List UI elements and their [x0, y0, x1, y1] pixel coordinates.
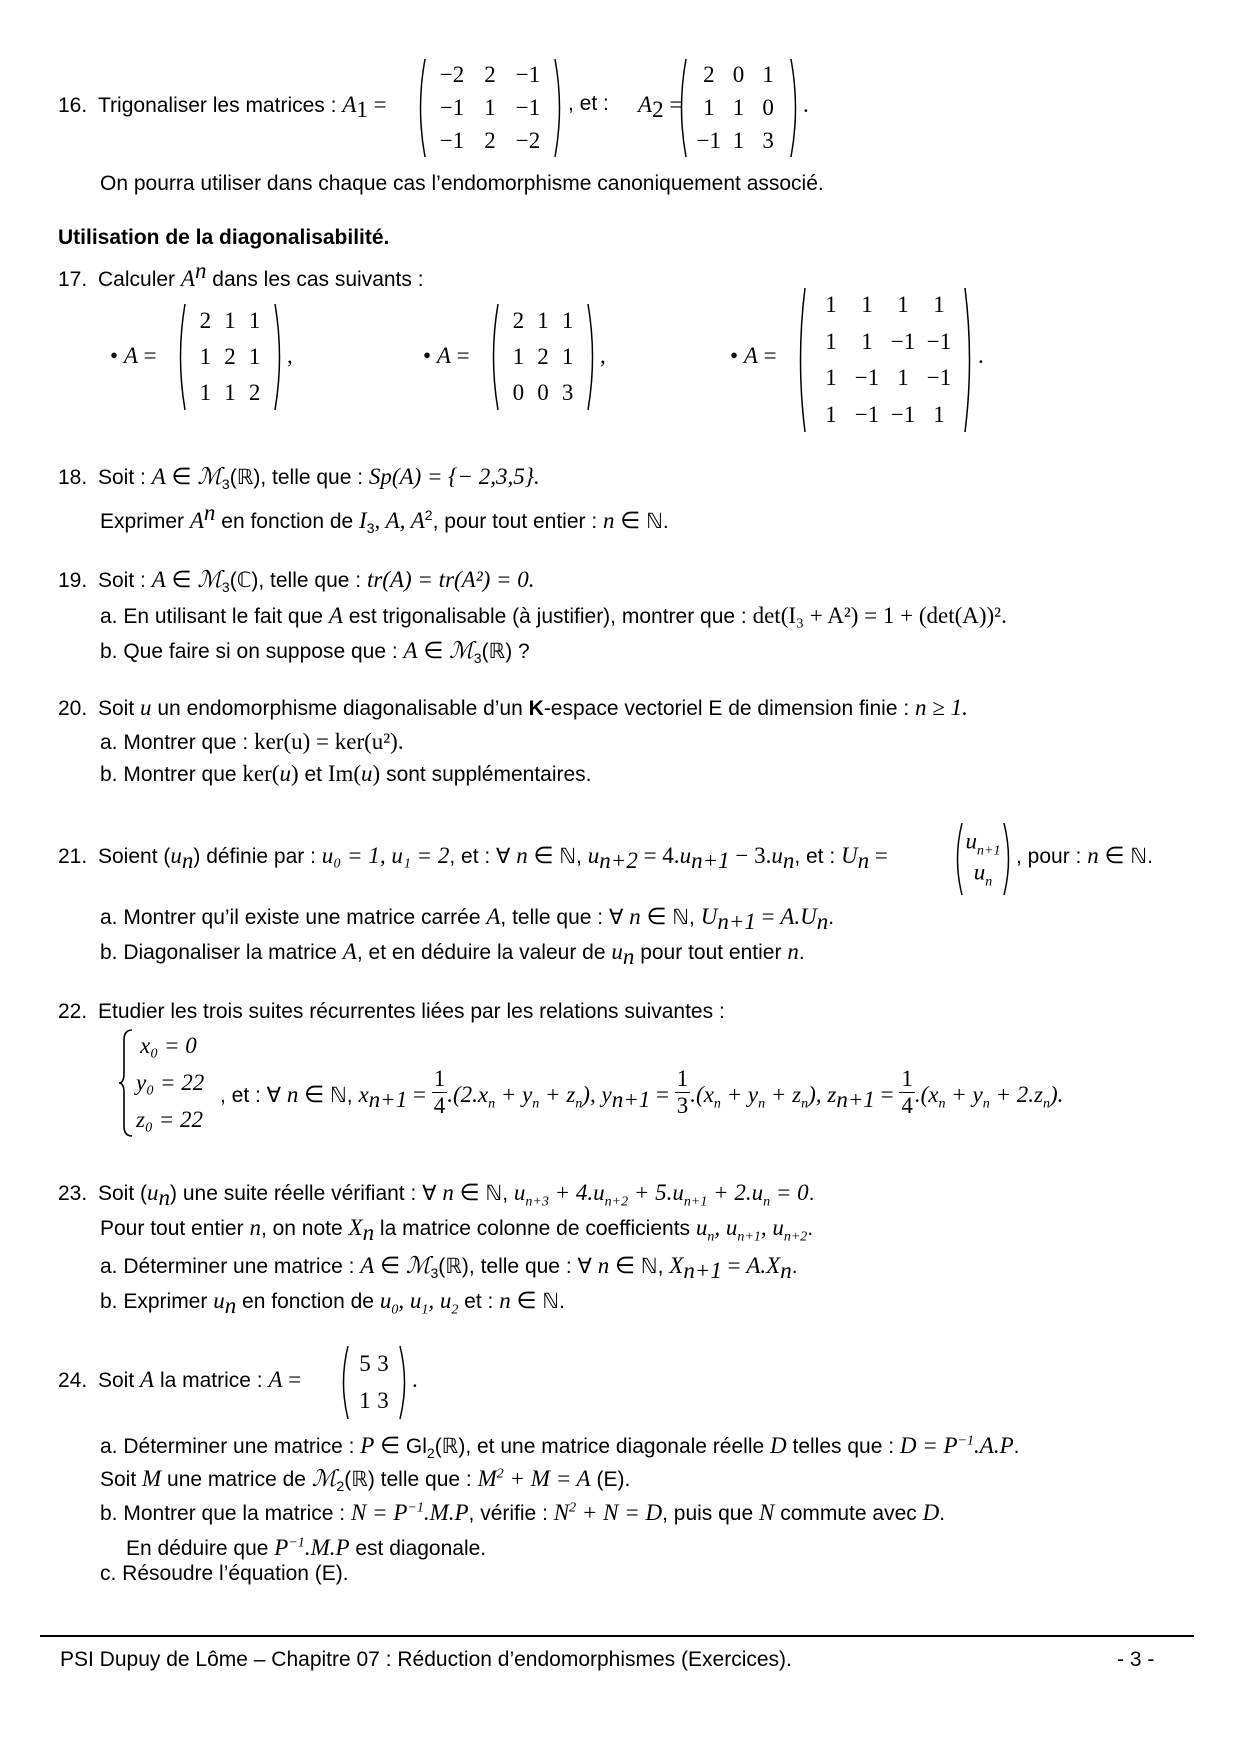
footer-rule: [40, 1635, 1194, 1637]
matrix-entry: 1: [933, 401, 945, 427]
matrix-entry: −1: [854, 401, 880, 427]
q24-a3: telles que :: [792, 1435, 895, 1458]
q21-number: 21.: [58, 845, 88, 868]
matrix-entry: −1: [854, 365, 880, 391]
matrix-entry: −1: [515, 61, 541, 87]
q22-brace: [118, 1028, 134, 1138]
matrix-entry: 2: [512, 308, 525, 333]
left-paren: [181, 304, 186, 410]
q21-a1: a. Montrer qu’il existe une matrice carrée: [100, 906, 481, 929]
matrix-entry: 1: [537, 308, 549, 333]
matrix-entry: 1: [897, 365, 909, 391]
q18-line2: Exprimer $A^n$ en fonction de $I_3$, A, $A^2$, pour tout entier : n ∈ ℕ.: [100, 500, 669, 537]
matrix-entry: 1: [512, 344, 525, 369]
q22-number: 22.: [58, 1000, 88, 1023]
left-paren: [494, 304, 499, 410]
matrix-entry: 1: [199, 380, 212, 405]
q24-b1: b. Montrer que la matrice :: [100, 1502, 346, 1525]
q22-y0: y₀ = 22: [136, 1070, 205, 1095]
q21-init: u₀ = 1, u₁ = 2: [321, 843, 450, 868]
q24-line-b: b. Montrer que la matrice : $N = P^{-1}.M.P$, vérifie : $N^2 + N = D$, puis que N commute avec D.: [100, 1500, 946, 1525]
matrix-entry: 1: [224, 380, 236, 405]
q24-m2: une matrice de: [167, 1468, 306, 1491]
q24-m1: Soit: [100, 1468, 137, 1491]
matrix-entry: −1: [890, 401, 916, 427]
right-paren: [965, 288, 970, 432]
q20-a-text: a. Montrer que :: [100, 731, 249, 754]
q23-line2-c: la matrice colonne de coefficients: [379, 1217, 691, 1240]
matrix-q17-2: [488, 303, 598, 411]
matrix-entry: 0: [512, 380, 525, 405]
matrix-entry: 2: [248, 380, 261, 405]
q16-period: .: [803, 92, 809, 117]
matrix-entry: 1: [861, 292, 873, 318]
q18-line2-c: , pour tout entier :: [432, 510, 598, 533]
q19-b-text: b. Que faire si on suppose que :: [100, 640, 398, 663]
q17-item1: • A =: [110, 343, 157, 368]
q24-m3: telle que :: [380, 1468, 472, 1491]
q23-b2: en fonction de: [242, 1290, 374, 1313]
matrix-entry: 2: [703, 61, 715, 87]
q20-line1-d: n ≥ 1.: [915, 695, 968, 720]
q20-b3: sont supplémentaires.: [386, 763, 592, 786]
matrix-a1: [415, 58, 565, 158]
q16-a1-sub: 1: [356, 97, 368, 123]
q24-line-b2: En déduire que $P^{-1}.M.P$ est diagonale.: [126, 1535, 487, 1560]
q23-line-b: b. Exprimer $u_n$ en fonction de $u_0$, $u_1$, $u_2$ et : n ∈ ℕ.: [100, 1288, 565, 1319]
matrix-entry: 1: [561, 308, 574, 333]
vector-entry: $u_{n+1}$: [965, 828, 1001, 859]
q23-line-a: a. Déterminer une matrice : A ∈ ℳ$_3$(ℝ), telle que : ∀ n ∈ ℕ, $X_{n+1} = A.X_n$.: [100, 1253, 798, 1284]
matrix-entry: −1: [926, 365, 952, 391]
q17-text-after: dans les cas suivants :: [212, 268, 424, 291]
q23-line1: 23. Soit $(u_n)$ une suite réelle vérifiant : ∀ n ∈ ℕ, $u_{n+3} + 4.u_{n+2} + 5.u_{n+1} + 2.u_n = 0$.: [58, 1180, 815, 1211]
matrix-q24: [338, 1345, 410, 1420]
q22-frac2-num: 1: [676, 1066, 689, 1091]
vector-entry: $u_n$: [973, 859, 993, 890]
matrix-entry: 3: [561, 380, 574, 405]
matrix-entry: 1: [248, 308, 261, 333]
q22-frac1-num: 1: [433, 1066, 446, 1091]
q21-line-b: b. Diagonaliser la matrice A, et en déduire la valeur de $u_n$ pour tout entier n.: [100, 939, 805, 970]
matrix-parentheses: [338, 1345, 410, 1420]
q21-a2: , telle que : ∀: [500, 906, 624, 929]
matrix-entry: 1: [703, 95, 715, 120]
left-paren: [682, 59, 687, 157]
q17-number: 17.: [58, 268, 88, 291]
matrix-parentheses: [795, 287, 975, 433]
matrix-entry: 1: [762, 61, 774, 87]
matrix-entry: −1: [439, 128, 465, 154]
footer-left: PSI Dupuy de Lôme – Chapitre 07 : Réduction d’endomorphismes (Exercices).: [60, 1648, 792, 1671]
q21-line1-end: , pour : n ∈ ℕ.: [1016, 843, 1153, 868]
matrix-q17-1: [175, 303, 285, 411]
q16-text: Trigonaliser les matrices :: [98, 94, 337, 117]
q24-line1: 24. Soit A la matrice : A =: [58, 1367, 302, 1392]
q20-number: 20.: [58, 697, 88, 720]
q23-a1: a. Déterminer une matrice :: [100, 1255, 355, 1278]
matrix-entry: −1: [439, 95, 465, 120]
matrix-entry: 1: [825, 292, 837, 318]
q22-eqs: , et : ∀ n ∈ ℕ, $x_{n+1}$ = $\frac{1}{4}$ $.(2.x_n + y_n + z_n)$, $y_{n+1}$ = $\frac{1}{3}$ $.(x_n + y_n + z_n)$, $z_{n+1}$ = $\frac{1}{4}$ $.(x_n + y_n + 2.z_n)$.: [220, 1066, 1064, 1118]
q19-a-text: a. En utilisant le fait que: [100, 605, 323, 628]
q22-frac3-den: 4: [901, 1093, 913, 1118]
q19-line1-b: , telle que :: [258, 569, 362, 592]
left-paren: [421, 59, 426, 157]
matrix-entry: 2: [224, 344, 236, 369]
q20-line-b: b. Montrer que ker(u) et Im(u) sont supplémentaires.: [100, 761, 592, 786]
q20-line1: 20. Soit u un endomorphisme diagonalisable d’un K-espace vectoriel E de dimension finie : n ≥ 1.: [58, 695, 968, 720]
q20-field: K: [528, 697, 544, 720]
q18-line1-b: , telle que :: [260, 466, 364, 489]
q18-spectrum: Sp(A) = {− 2,3,5}.: [368, 464, 540, 489]
q20-b2: et: [304, 763, 322, 786]
q22-line1: [58, 1000, 725, 1024]
right-paren: [555, 59, 560, 157]
matrix-entry: 0: [537, 380, 549, 405]
matrix-entry: −2: [439, 61, 465, 87]
q16-a2-sub: 2: [652, 97, 664, 123]
q22-x0: x₀ = 0: [140, 1033, 197, 1058]
q23-line2-b: , on note: [260, 1217, 343, 1240]
q16-line: 16. Trigonaliser les matrices : $A_1$ =: [58, 92, 387, 123]
right-paren: [275, 304, 280, 410]
q24-line-a: a. Déterminer une matrice : P ∈ $Gl_2(ℝ)$, et une matrice diagonale réelle D telles que : $D = P^{-1}.A.P$.: [100, 1433, 1020, 1462]
q16-number: 16.: [58, 94, 88, 117]
q17-comma1: ,: [287, 343, 293, 368]
matrix-entry: 1: [933, 292, 945, 318]
q16-a1-label: A: [342, 92, 357, 117]
right-paren: [1004, 823, 1009, 895]
q17-text-before: Calculer: [98, 268, 176, 291]
matrix-entry: 1: [825, 328, 837, 354]
q24-line-c: c. Résoudre l’équation (E).: [100, 1562, 349, 1585]
q16-note: On pourra utiliser dans chaque cas l’endomorphisme canoniquement associé.: [100, 172, 824, 195]
q19-line1-a: Soit :: [98, 569, 146, 592]
q22-frac2-den: 3: [676, 1093, 689, 1118]
matrix-entry: 2: [537, 344, 549, 369]
matrix-entry: 1: [359, 1388, 371, 1414]
q20-line1-c: -espace vectoriel E de dimension finie :: [543, 697, 910, 720]
q24-b3: , puis que: [662, 1502, 754, 1525]
q16-a2: $A_2$ =: [638, 92, 683, 123]
matrix-entry: 1: [732, 128, 745, 154]
matrix-entry: 1: [825, 401, 837, 427]
q21-line1-b: ) définie par :: [193, 845, 316, 868]
q20-line1-a: Soit: [98, 697, 135, 720]
matrix-entry: 0: [762, 95, 774, 120]
matrix-entry: −1: [926, 328, 952, 354]
q23-line1-b: ) une suite réelle vérifiant : ∀: [170, 1182, 437, 1205]
q16-a2-label: A: [638, 92, 653, 117]
matrix-entry: 1: [861, 328, 873, 354]
q21-b1: b. Diagonaliser la matrice: [100, 941, 337, 964]
matrix-entry: 3: [377, 1350, 389, 1376]
q23-line2: Pour tout entier n, on note $X_n$ la matrice colonne de coefficients $u_n$, $u_{n+1}$, $u_{n+2}$.: [100, 1215, 814, 1246]
q23-a2: , telle que : ∀: [468, 1255, 592, 1278]
q16-and: , et :: [568, 92, 609, 115]
matrix-entry: −1: [696, 128, 722, 154]
q18-number: 18.: [58, 466, 88, 489]
q17-line: 17. Calculer $A^n$ dans les cas suivants :: [58, 258, 424, 291]
right-paren: [791, 59, 796, 157]
matrix-entry: −1: [890, 328, 916, 354]
q22-frac1-den: 4: [433, 1093, 446, 1118]
q19-a-text2: est trigonalisable (à justifier), montrer que :: [348, 605, 747, 628]
q22-and: , et : ∀: [220, 1084, 282, 1108]
q19-line-a: a. En utilisant le fait que A est trigonalisable (à justifier), montrer que : det(I₃ + A²) = 1 + (det(A))².: [100, 603, 1007, 628]
q24-b2: , vérifie :: [468, 1502, 548, 1525]
right-paren: [588, 304, 593, 410]
q18-line2-b: en fonction de: [221, 510, 354, 533]
q24-line1-a: Soit: [98, 1369, 135, 1392]
q20-line-a: [100, 729, 404, 755]
matrix-un: [952, 822, 1014, 896]
q24-number: 24.: [58, 1369, 88, 1392]
matrix-entry: 1: [248, 344, 261, 369]
q24-b6: est diagonale.: [355, 1537, 487, 1560]
matrix-entry: 0: [732, 61, 745, 87]
matrix-a2: [676, 58, 801, 158]
left-paren: [344, 1346, 349, 1419]
q22-z0: z₀ = 22: [136, 1107, 203, 1132]
q23-b3: et :: [464, 1290, 494, 1313]
q24-eq-e: (E).: [596, 1468, 631, 1491]
q23-line2-a: Pour tout entier: [100, 1217, 244, 1240]
q23-line1-a: Soit (: [98, 1182, 148, 1205]
q24-line-m: Soit M une matrice de ℳ$_2$(ℝ) telle que : $M^2 + M = A$ (E).: [100, 1466, 631, 1495]
q24-a2: , et une matrice diagonale réelle: [465, 1435, 765, 1458]
q24-b4: commute avec: [780, 1502, 917, 1525]
q19-number: 19.: [58, 569, 88, 592]
q17-power: n: [194, 258, 207, 283]
q23-number: 23.: [58, 1182, 88, 1205]
q18-line1: 18. Soit : A ∈ ℳ$_3$(ℝ), telle que : Sp(A) = {− 2,3,5}.: [58, 464, 540, 493]
q22-frac3-num: 1: [901, 1066, 913, 1091]
q24-period: .: [412, 1367, 418, 1392]
q19-det-eq: det(I₃ + A²) = 1 + (det(A))².: [752, 603, 1007, 628]
left-paren: [801, 288, 806, 432]
matrix-entry: 2: [484, 128, 496, 154]
q23-b1: b. Exprimer: [100, 1290, 208, 1313]
q17-item2: • A =: [423, 343, 470, 368]
q21-line1-c: , et : ∀: [449, 845, 511, 868]
q17-period: .: [978, 343, 984, 368]
matrix-entry: −2: [515, 128, 541, 154]
q17-comma2: ,: [600, 343, 606, 368]
q24-line1-b: la matrice :: [159, 1369, 263, 1392]
q24-a1: a. Déterminer une matrice :: [100, 1435, 355, 1458]
section-title: Utilisation de la diagonalisabilité.: [58, 226, 390, 249]
q21-line1-d: , et :: [794, 845, 836, 868]
matrix-entry: 1: [825, 365, 837, 391]
q21-line-a: a. Montrer qu’il existe une matrice carrée A, telle que : ∀ n ∈ ℕ, $U_{n+1} = A.U_n$.: [100, 904, 835, 935]
q22-text: Etudier les trois suites récurrentes liées par les relations suivantes :: [98, 1000, 725, 1023]
q18-line1-a: Soit :: [98, 466, 146, 489]
q24-b5: En déduire que: [126, 1537, 269, 1560]
matrix-entry: 1: [199, 344, 212, 369]
q20-b1: b. Montrer que: [100, 763, 237, 786]
q20-line1-b: un endomorphisme diagonalisable d’un: [157, 697, 523, 720]
matrix-entry: 1: [484, 95, 496, 120]
matrix-q17-3: [795, 287, 975, 433]
matrix-entry: 3: [762, 128, 774, 154]
matrix-entry: 1: [561, 344, 574, 369]
matrix-entry: 2: [484, 61, 496, 87]
matrix-entry: −1: [515, 95, 541, 120]
q21-b3: pour tout entier: [640, 941, 782, 964]
q17-item3: • A =: [730, 343, 777, 368]
left-paren: [958, 823, 963, 895]
q21-line1-e: , pour :: [1016, 845, 1082, 868]
q18-line2-a: Exprimer: [100, 510, 185, 533]
matrix-entry: 3: [377, 1388, 389, 1414]
matrix-entry: 1: [224, 308, 236, 333]
right-paren: [400, 1346, 405, 1419]
q19-line1: 19. Soit : A ∈ ℳ$_3$(ℂ), telle que : tr(A) = tr(A²) = 0.: [58, 567, 535, 596]
footer-right: - 3 -: [1117, 1648, 1155, 1671]
matrix-entry: 2: [199, 308, 212, 333]
q20-ker-eq: ker(u) = ker(u²).: [254, 729, 404, 754]
matrix-entry: 5: [359, 1350, 371, 1376]
matrix-entry: 1: [897, 292, 909, 318]
q21-line1-a: Soient (: [98, 845, 171, 868]
q19-line-b: b. Que faire si on suppose que : A ∈ ℳ$_3$(ℝ) ?: [100, 638, 530, 667]
q19-trace: tr(A) = tr(A²) = 0.: [366, 567, 535, 592]
matrix-entry: 1: [732, 95, 745, 120]
q21-line1: 21. Soient $(u_n)$ définie par : u₀ = 1, u₁ = 2, et : ∀ n ∈ ℕ, $u_{n+2} = 4.u_{n+1} - 3.u_n$, et : $U_n$ =: [58, 843, 888, 874]
q21-b2: , et en déduire la valeur de: [356, 941, 606, 964]
